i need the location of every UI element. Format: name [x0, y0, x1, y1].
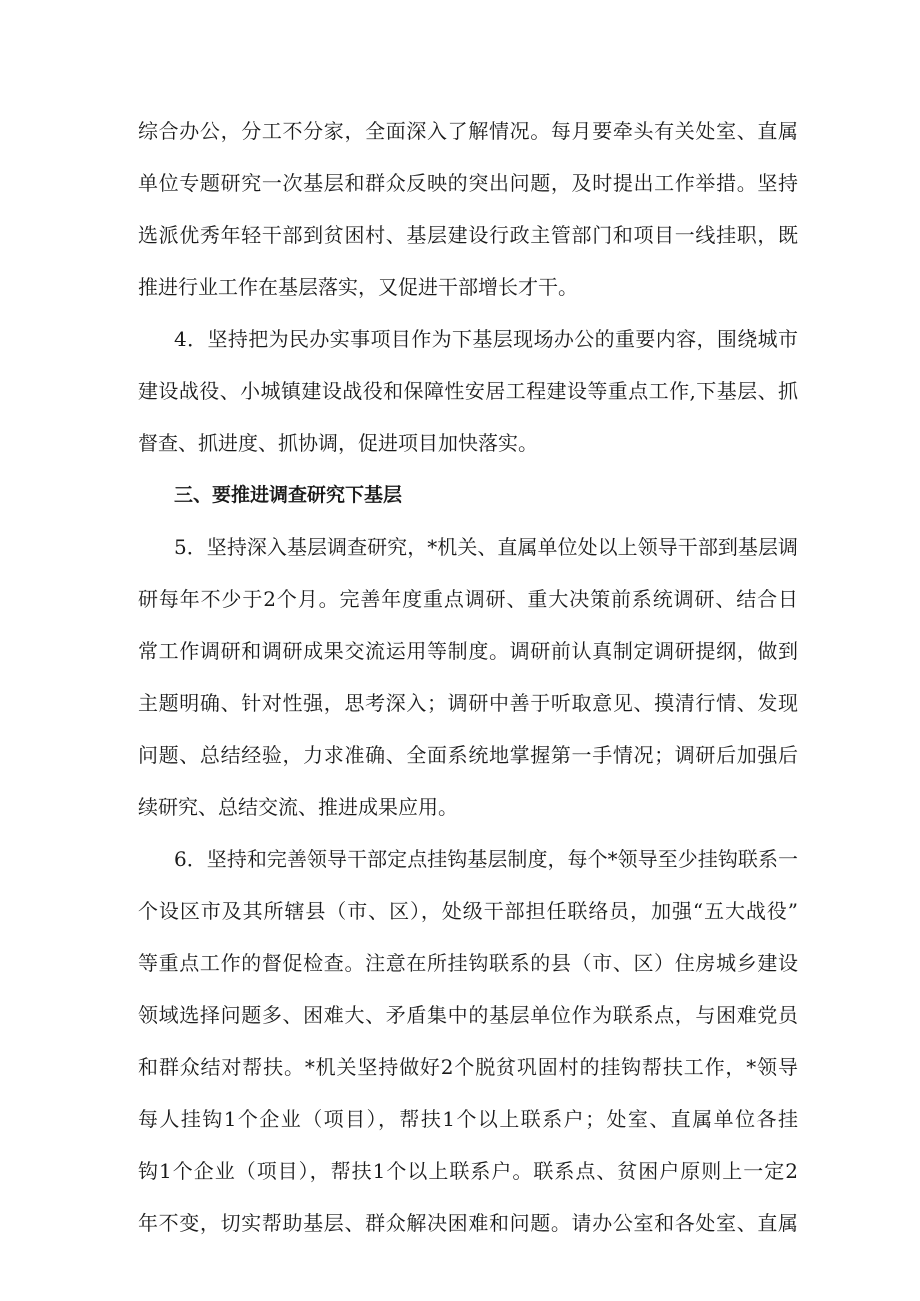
- text-line: 钩1个企业（项目），帮扶1个以上联系户。联系点、贫困户原则上一定2: [138, 1159, 798, 1183]
- text-line: 领域选择问题多、困难大、矛盾集中的基层单位作为联系点，与困难党员: [138, 1003, 798, 1027]
- paragraph-4-first-line: 4．坚持把为民办实事项目作为下基层现场办公的重要内容，围绕城市: [174, 327, 798, 351]
- text-line: 每人挂钩1个企业（项目），帮扶1个以上联系户；处室、直属单位各挂: [138, 1107, 798, 1131]
- text-line: 主题明确、针对性强，思考深入；调研中善于听取意见、摸清行情、发现: [138, 691, 798, 715]
- paragraph-6-first-line: 6．坚持和完善领导干部定点挂钩基层制度，每个*领导至少挂钩联系一: [174, 847, 798, 871]
- text-line: 研每年不少于2个月。完善年度重点调研、重大决策前系统调研、结合日: [138, 587, 798, 611]
- text-line: 个设区市及其所辖县（市、区），处级干部担任联络员，加强“五大战役”: [138, 899, 798, 923]
- text-line: 和群众结对帮扶。*机关坚持做好2个脱贫巩固村的挂钩帮扶工作，*领导: [138, 1055, 798, 1079]
- text-line: 推进行业工作在基层落实，又促进干部增长才干。: [138, 275, 578, 299]
- text-line: 建设战役、小城镇建设战役和保障性安居工程建设等重点工作,下基层、抓: [138, 379, 798, 403]
- paragraph-5-first-line: 5．坚持深入基层调查研究，*机关、直属单位处以上领导干部到基层调: [174, 535, 798, 559]
- text-line: 选派优秀年轻干部到贫困村、基层建设行政主管部门和项目一线挂职，既: [138, 223, 798, 247]
- text-line: 问题、总结经验，力求准确、全面系统地掌握第一手情况；调研后加强后: [138, 743, 798, 767]
- text-line: 续研究、总结交流、推进成果应用。: [138, 795, 458, 819]
- text-line: 常工作调研和调研成果交流运用等制度。调研前认真制定调研提纲，做到: [138, 639, 798, 663]
- section-heading: 三、要推进调查研究下基层: [174, 484, 403, 506]
- text-line: 督查、抓进度、抓协调，促进项目加快落实。: [138, 431, 538, 455]
- text-line: 年不变，切实帮助基层、群众解决困难和问题。请办公室和各处室、直属: [138, 1211, 798, 1235]
- text-line: 等重点工作的督促检查。注意在所挂钩联系的县（市、区）住房城乡建设: [138, 951, 798, 975]
- text-line: 综合办公，分工不分家，全面深入了解情况。每月要牵头有关处室、直属: [138, 119, 798, 143]
- text-line: 单位专题研究一次基层和群众反映的突出问题，及时提出工作举措。坚持: [138, 171, 798, 195]
